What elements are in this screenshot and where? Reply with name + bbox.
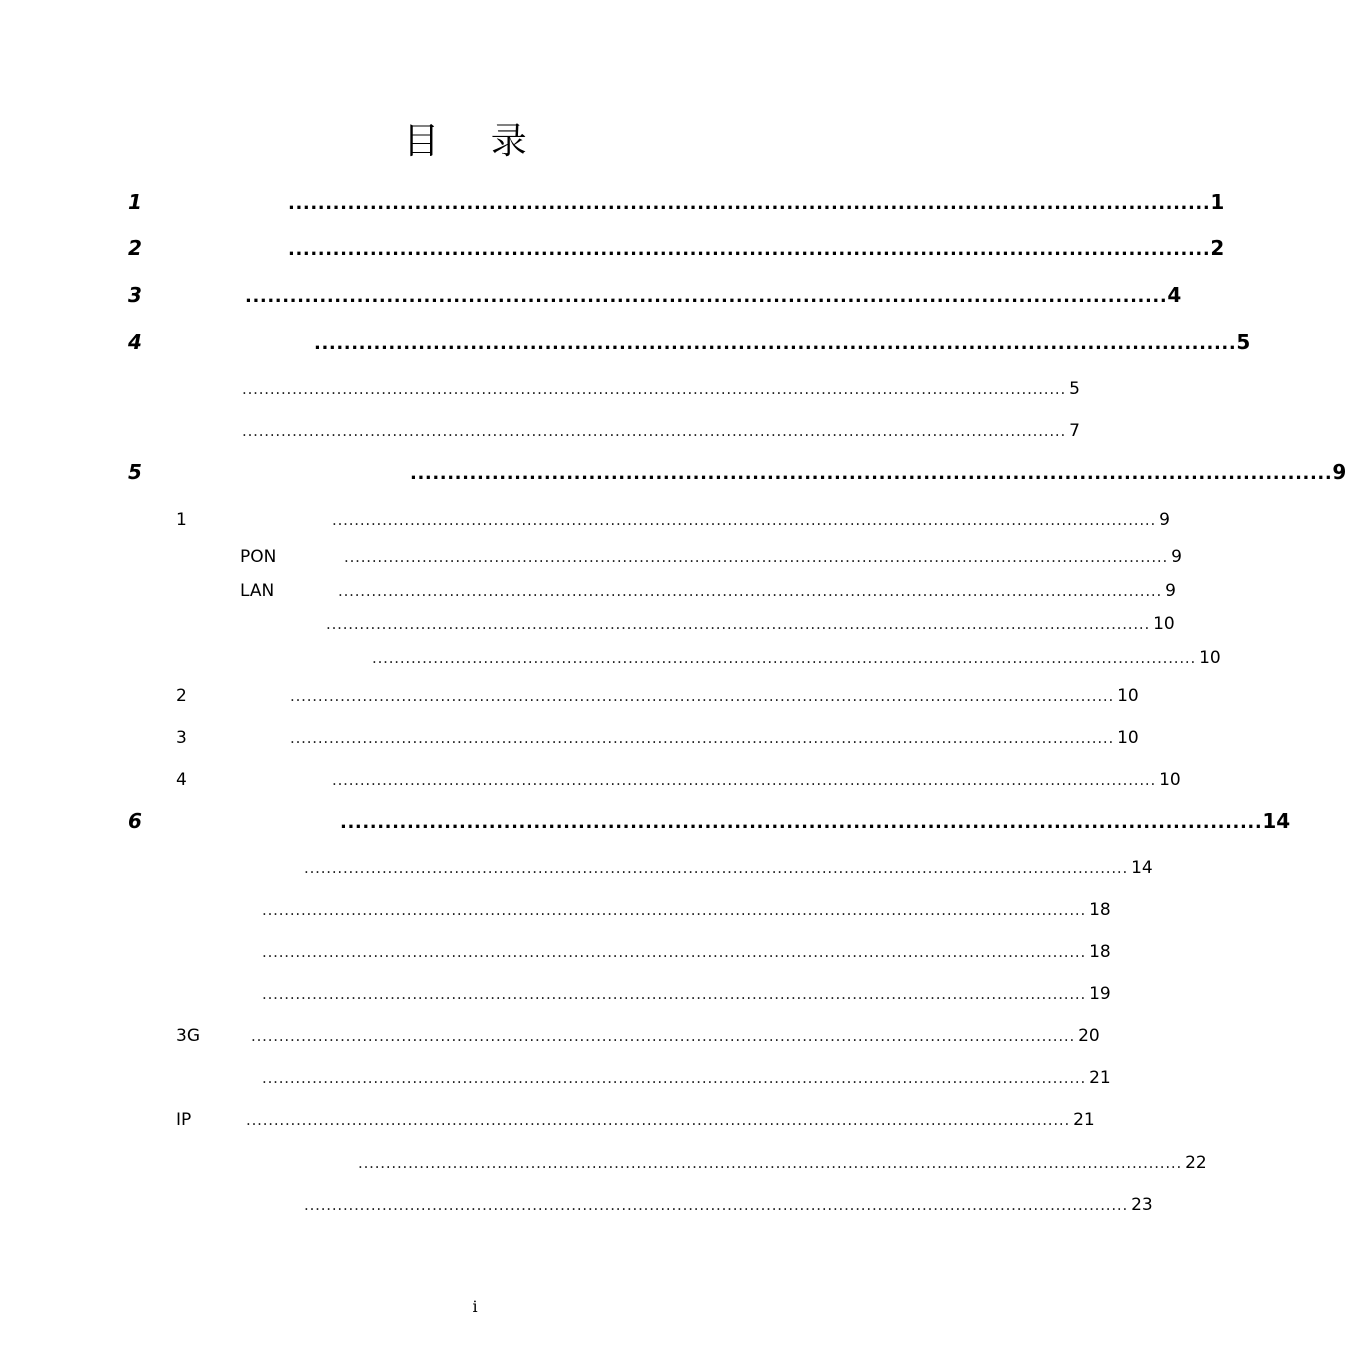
page-number: 9 [1165, 581, 1176, 601]
toc-entry-chapter-6[interactable] [128, 809, 1291, 833]
page-number: 19 [1089, 984, 1111, 1004]
dot-leader: ............................................................................................................................ [245, 286, 1168, 307]
page-number: 2 [1210, 236, 1225, 260]
dot-leader: ............................................................................................................................ [314, 333, 1237, 354]
toc-entry-5-1-2[interactable]: LAN .................................................................................................................................................... 9 [240, 581, 1176, 601]
toc-entry-chapter-1[interactable] [128, 190, 1225, 214]
toc-entry-4-2[interactable] [176, 421, 1080, 441]
toc-entry-5-1-4[interactable] [222, 648, 1221, 668]
toc-entry-6-1[interactable] [176, 858, 1153, 878]
dot-leader: ............................................................................................................................ [288, 193, 1211, 214]
page-number: 21 [1073, 1110, 1095, 1130]
page-number: 9 [1159, 510, 1170, 530]
dot-leader: .................................................................................................................................................... [304, 1196, 1129, 1214]
toc-entry-5-1-3[interactable] [222, 614, 1175, 634]
toc-entry-5-3[interactable] [176, 728, 1139, 748]
dot-leader: .................................................................................................................................................... [246, 1111, 1071, 1129]
toc-entry-chapter-4[interactable] [128, 330, 1251, 354]
page-number: 10 [1117, 686, 1139, 706]
toc-entry-6-4[interactable] [176, 984, 1111, 1004]
dot-leader: ............................................................................................................................ [410, 463, 1333, 484]
page-number: 23 [1131, 1195, 1153, 1215]
toc-entry-chapter-2[interactable] [128, 236, 1225, 260]
dot-leader: .................................................................................................................................................... [304, 859, 1129, 877]
entry-prefix: 3G [176, 1026, 200, 1046]
toc-entry-5-4[interactable] [176, 770, 1181, 790]
dot-leader: .................................................................................................................................................... [332, 511, 1157, 529]
dot-leader: .................................................................................................................................................... [262, 943, 1087, 961]
page-number: 10 [1153, 614, 1175, 634]
section-number: 3 [176, 728, 187, 748]
page-number: 1 [1210, 190, 1225, 214]
toc-entry-chapter-5[interactable] [128, 460, 1346, 484]
page-number: 18 [1089, 942, 1111, 962]
page-number: 10 [1117, 728, 1139, 748]
page-number: 10 [1199, 648, 1221, 668]
toc-entry-5-2[interactable] [176, 686, 1139, 706]
toc-entry-6-5[interactable] [176, 1026, 1100, 1046]
chapter-number: 5 [128, 460, 142, 484]
dot-leader: .................................................................................................................................................... [262, 1069, 1087, 1087]
page-number: 22 [1185, 1153, 1207, 1173]
dot-leader: ............................................................................................................................ [340, 812, 1263, 833]
dot-leader: .................................................................................................................................................... [338, 582, 1163, 600]
dot-leader: .................................................................................................................................................... [242, 380, 1067, 398]
chapter-number: 3 [128, 283, 142, 307]
section-number: 1 [176, 510, 187, 530]
dot-leader: .................................................................................................................................................... [251, 1027, 1076, 1045]
dot-leader: .................................................................................................................................................... [358, 1154, 1183, 1172]
toc-entry-6-2[interactable] [176, 900, 1111, 920]
entry-prefix: IP [176, 1110, 192, 1130]
chapter-number: 2 [128, 236, 142, 260]
dot-leader: .................................................................................................................................................... [242, 422, 1067, 440]
page-number: 5 [1069, 379, 1080, 399]
toc-entry-5-1[interactable] [176, 510, 1170, 530]
chapter-number: 4 [128, 330, 142, 354]
page-title: 目 录 [403, 121, 547, 162]
chapter-number: 6 [128, 809, 142, 833]
page-number: 18 [1089, 900, 1111, 920]
toc-entry-chapter-3[interactable] [128, 283, 1182, 307]
toc-entry-6-9[interactable] [176, 1195, 1153, 1215]
page-number: 20 [1078, 1026, 1100, 1046]
toc-entry-6-8[interactable] [176, 1153, 1207, 1173]
page-number: 4 [1167, 283, 1182, 307]
dot-leader: .................................................................................................................................................... [326, 615, 1151, 633]
toc-entry-6-6[interactable] [176, 1068, 1111, 1088]
toc-entry-6-7[interactable] [176, 1110, 1095, 1130]
page-number: 7 [1069, 421, 1080, 441]
dot-leader: ............................................................................................................................ [288, 239, 1211, 260]
chapter-number: 1 [128, 190, 142, 214]
toc-entry-5-1-1[interactable]: PON .................................................................................................................................................... 9 [240, 547, 1182, 567]
section-number: 4 [176, 770, 187, 790]
toc-entry-4-1[interactable] [176, 379, 1080, 399]
page-number: 5 [1236, 330, 1251, 354]
dot-leader: .................................................................................................................................................... [344, 548, 1169, 566]
page-number: 21 [1089, 1068, 1111, 1088]
page-number: 14 [1262, 809, 1291, 833]
dot-leader: .................................................................................................................................................... [290, 729, 1115, 747]
section-number: 2 [176, 686, 187, 706]
dot-leader: .................................................................................................................................................... [262, 985, 1087, 1003]
dot-leader: .................................................................................................................................................... [372, 649, 1197, 667]
dot-leader: .................................................................................................................................................... [332, 771, 1157, 789]
page-number: 9 [1171, 547, 1182, 567]
dot-leader: .................................................................................................................................................... [290, 687, 1115, 705]
page-number: 10 [1159, 770, 1181, 790]
page-number: 9 [1332, 460, 1346, 484]
toc-entry-6-3[interactable] [176, 942, 1111, 962]
dot-leader: .................................................................................................................................................... [262, 901, 1087, 919]
page-footer-number: i [472, 1297, 478, 1316]
page-number: 14 [1131, 858, 1153, 878]
